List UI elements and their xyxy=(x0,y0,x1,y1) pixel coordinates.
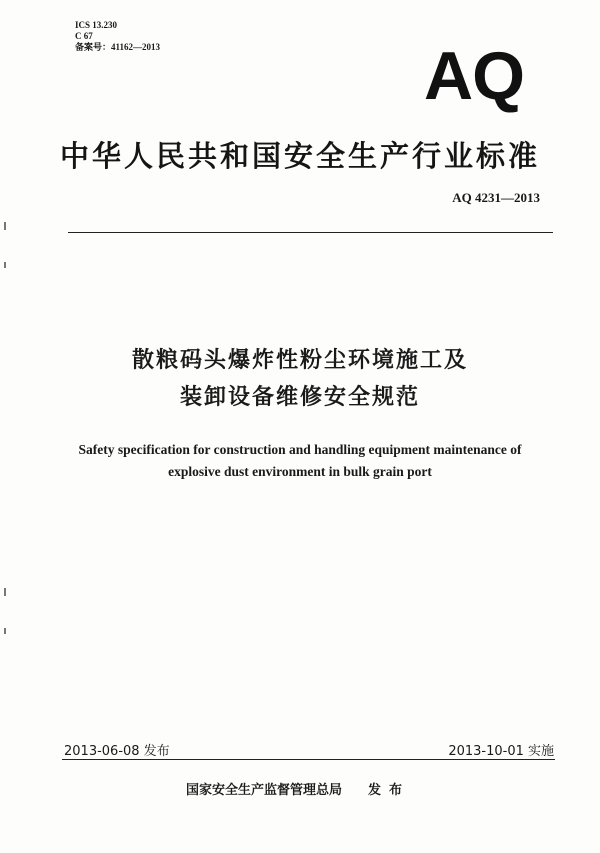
issue-label: 发布 xyxy=(368,783,411,798)
publish-date: 2013-06-08 发布 xyxy=(64,744,170,759)
english-title-line-2: explosive dust environment in bulk grain port xyxy=(168,464,432,479)
filing-number: 备案号：41162—2013 xyxy=(75,42,161,52)
bottom-divider xyxy=(62,759,555,760)
english-title xyxy=(0,439,600,483)
chinese-title xyxy=(0,342,600,416)
effective-date: 2013-10-01 实施 xyxy=(448,744,554,759)
top-divider xyxy=(68,232,553,233)
issuer-name: 国家安全生产监督管理总局 xyxy=(186,783,343,798)
scan-mark xyxy=(4,222,6,230)
aq-logo: AQ xyxy=(424,38,524,114)
chinese-title-line-1: 散粮码头爆炸性粉尘环境施工及 xyxy=(131,348,468,373)
chinese-title-line-2: 装卸设备维修安全规范 xyxy=(179,385,420,410)
standard-number: AQ 4231—2013 xyxy=(452,190,540,205)
scan-mark xyxy=(4,628,6,634)
issuer-line xyxy=(186,779,410,798)
scan-mark xyxy=(4,262,6,268)
standard-category: 中华人民共和国安全生产行业标准 xyxy=(59,139,540,173)
ics-code: ICS 13.230 xyxy=(75,20,118,30)
ccs-code: C 67 xyxy=(75,31,93,41)
english-title-line-1: Safety specification for construction and handling equipment maintenance of xyxy=(78,442,522,457)
classification-block xyxy=(75,20,160,53)
scan-mark xyxy=(4,588,6,596)
